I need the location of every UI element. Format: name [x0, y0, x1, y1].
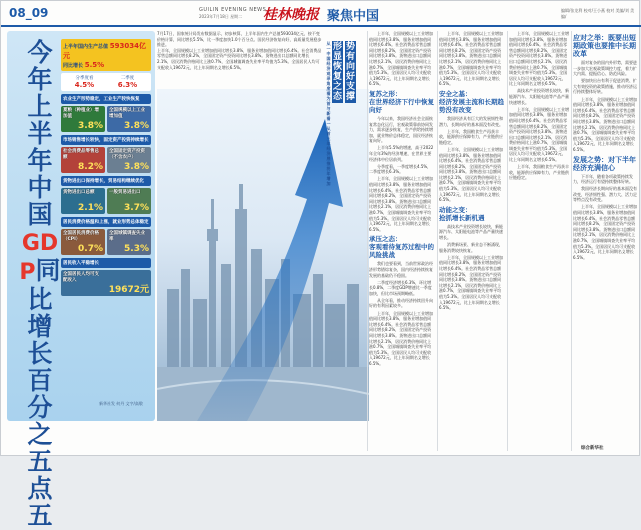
- paper-date: 2023年7月18日 星期二: [199, 14, 243, 19]
- gdp-value: 593034亿元: [63, 42, 146, 60]
- gdp-growth: 5.5%: [84, 61, 105, 69]
- article-column-1: [369, 31, 435, 449]
- column-paragraph: 上半年5.5%的增速，高于2022年全年3%的经济增速，在世界主要经济体中位居前列。: [369, 145, 434, 162]
- tile-income: [61, 270, 151, 296]
- column-paragraph: 从全年看，推动经济持续回升向好的有利因素较多。: [369, 297, 433, 309]
- infographic-cards: [61, 39, 151, 296]
- column-paragraph: 下半年，随着各项政策持续发力，经济运行有望持续整体好转。: [573, 173, 633, 185]
- column-paragraph: 上半年，全国规模以上工业增加值同比增长3.8%，服务业增加值同比增长6.4%。社会消费品零售总额同比增长8.2%，全国固定资产投资同比增长3.8%。货物进出口总额同比增长2.1%，居民消费价格同比上涨0.7%，全国城镇调查失业率平均值为5.3%。全国居民人均可支配收入19672元，比上年同期名义增长6.5%。: [573, 204, 637, 260]
- tile-retail: [61, 147, 105, 173]
- tile-value: 3.7%: [124, 203, 149, 213]
- column-paragraph: 分季度看，一季度增长4.5%，二季度增长6.3%。: [369, 163, 432, 175]
- section-subtitle: 既要出短期政策也要推中长期改革: [573, 34, 636, 58]
- section-label: 安全之基：: [439, 89, 472, 98]
- column-paragraph: 上半年，我国粮食生产再获丰收，能源供应保障有力，产业链供应链稳定。: [439, 128, 503, 145]
- stat-q1: [63, 75, 106, 89]
- band-trade: 货物进出口保持增长，贸易结构继续优化: [61, 176, 151, 186]
- section-subtitle: 抢抓增长新机遇: [439, 213, 485, 222]
- column-paragraph: 我国经济具有巨大的发展韧性和潜力，长期向好的基本面没有改变。: [439, 115, 503, 127]
- gdp-label: 上半年国内生产总值: [63, 44, 109, 50]
- column-paragraph: 二季度经济增长6.3%，环比增长0.8%，二季度GDP增速比一季度加快，但比市场预期略低。: [369, 279, 432, 296]
- tile-label: 全国居民消费价格（CPI）: [63, 231, 99, 242]
- column-paragraph: 高技术产业投资增长较快，新能源汽车、太阳能电池等产品产量快速增长。: [439, 223, 503, 241]
- headline-gdp: GDP: [19, 231, 59, 285]
- tiles-group-3: [61, 188, 151, 214]
- tile-general-trade: [107, 188, 151, 214]
- lead-filler: 上半年，全国规模以上工业增加值同比增长3.8%，服务业增加值同比增长6.4%。社会消费品零售总额同比增长8.2%，全国固定资产投资同比增长3.8%。货物进出口总额同比增长2.1%，居民消费价格同比上涨0.7%，全国城镇调查失业率平均值为5.3%。全国居民人均可支配收入19672元，比上年同期名义增长6.5%。: [157, 47, 322, 70]
- tile-trade: [61, 188, 105, 214]
- section-heading: [369, 235, 435, 259]
- column-paragraph: 要加快出台有利于促进消费、扩大有效投资的政策措施，推动经济运行持续整体好转。: [573, 78, 637, 95]
- section-label: 承压之态：: [369, 235, 402, 244]
- section-label: 应对之举：: [573, 34, 608, 42]
- section-subtitle: 对下半年经济充满信心: [573, 155, 636, 172]
- column-paragraph: 消费新场景、新业态不断涌现，服务消费较快恢复。: [439, 242, 503, 253]
- column-paragraph: 高技术产业投资增长较快，新能源汽车、太阳能电池等产品产量快速增长。: [509, 88, 569, 105]
- column-paragraph: 上半年，全国规模以上工业增加值同比增长3.8%，服务业增加值同比增长6.4%。社会消费品零售总额同比增长8.2%，全国固定资产投资同比增长3.8%。货物进出口总额同比增长2.1%，居民消费价格同比上涨0.7%，全国城镇调查失业率平均值为5.3%。全国居民人均可支配收入19672元，比上年同期名义增长6.5%。: [509, 31, 569, 87]
- paper-english-name: GUILIN EVENING NEWS: [199, 7, 267, 13]
- section-heading: [439, 90, 505, 114]
- feature-title: [325, 41, 361, 186]
- tiles-group-1: [61, 106, 151, 132]
- column-paragraph: 上半年，全国规模以上工业增加值同比增长3.8%，服务业增加值同比增长6.4%。社会消费品零售总额同比增长8.2%，全国固定资产投资同比增长3.8%。货物进出口总额同比增长2.1%，居民消费价格同比上涨0.7%，全国城镇调查失业率平均值为5.3%。全国居民人均可支配收入19672元，比上年同期名义增长6.5%。: [439, 146, 503, 203]
- tile-value: 3.8%: [124, 162, 149, 172]
- column-paragraph: 上半年，全国规模以上工业增加值同比增长3.8%，服务业增加值同比增长6.4%。社会消费品零售总额同比增长8.2%，全国固定资产投资同比增长3.8%。货物进出口总额同比增长2.1%，居民消费价格同比上涨0.7%，全国城镇调查失业率平均值为5.3%。全国居民人均可支配收入19672元，比上年同期名义增长6.5%。: [509, 106, 569, 163]
- quarter-stats: [61, 73, 151, 91]
- page-numbers: 08_09: [9, 6, 49, 20]
- feature-title-line-1: 形 显恢复之态: [332, 42, 342, 102]
- section-heading: [369, 90, 435, 114]
- lead-paragraph: [157, 31, 323, 87]
- column-rule: [437, 31, 438, 451]
- section-label: 发展之势：: [573, 155, 608, 164]
- section-title: 聚焦中国: [327, 9, 380, 24]
- column-paragraph: 上半年，全国规模以上工业增加值同比增长3.8%，服务业增加值同比增长6.4%。社会消费品零售总额同比增长8.2%，全国固定资产投资同比增长3.8%。货物进出口总额同比增长2.1%，居民消费价格同比上涨0.7%，全国城镇调查失业率平均值为5.3%。全国居民人均可支配收入19672元，比上年同期名义增长6.5%。: [369, 31, 433, 87]
- tile-value: 0.7%: [78, 244, 103, 254]
- infographic-credit: 新华社发 何丹 文字/高敬: [99, 401, 143, 406]
- column-rule: [367, 31, 368, 451]
- tiles-group-2: [61, 147, 151, 173]
- tile-value: 3.8%: [78, 121, 103, 131]
- section-label: 动能之变：: [439, 205, 472, 214]
- paper-logo: 桂林晚报: [263, 7, 319, 23]
- section-heading: [439, 206, 505, 222]
- lead-text: 7月17日，国家统计局发布数据显示，初步核算，上半年国内生产总值593034亿元，按不变价格计算，同比增长5.5%，比一季度加快1.0个百分点。国民经济恢复向好，高质量发展稳步推进。: [157, 31, 322, 48]
- stat-q2-value: 6.3%: [117, 81, 138, 89]
- column-paragraph: 我们也要看到，当前世界政治经济形势错综复杂，国内经济持续恢复发展的基础仍不稳固。: [369, 261, 433, 278]
- masthead: [1, 1, 641, 27]
- tile-label: 全国城镇调查失业率: [109, 231, 145, 242]
- tile-unemployment: [107, 229, 151, 255]
- feature-subtitle: 从一中国经济观录角度看为首与新看一从首三年经济展推拐年增加: [326, 41, 331, 186]
- column-paragraph: 上半年，全国规模以上工业增加值同比增长3.8%，服务业增加值同比增长6.4%。社会消费品零售总额同比增长8.2%，全国固定资产投资同比增长3.8%。货物进出口总额同比增长2.1%，居民消费价格同比上涨0.7%，全国城镇调查失业率平均值为5.3%。全国居民人均可支配收入19672元，比上年同期名义增长6.5%。: [573, 96, 637, 152]
- tile-summer-grain: [61, 106, 105, 132]
- column-rule: [507, 31, 508, 451]
- band-income: 居民收入平稳增长: [61, 258, 151, 268]
- column-rule: [571, 31, 572, 451]
- section-subtitle: 在世界经济下行中恢复向好: [369, 97, 434, 114]
- band-prices: 居民消费价格温和上涨，就业形势总体稳定: [61, 217, 151, 227]
- article-column-3: [509, 31, 569, 449]
- tile-label: 社会消费品零售总额: [63, 149, 99, 160]
- tile-label: 一般贸易进出口: [109, 190, 141, 195]
- tile-value: 19672元: [108, 285, 149, 295]
- column-paragraph: 我国经济长期向好的基本面没有改变，经济韧性强、潜力大、活力足等特点没有改变。: [573, 186, 637, 203]
- headline-part-2: 同比增长百分之五点五: [27, 256, 61, 530]
- section-label: 复苏之形：: [369, 89, 402, 98]
- headline-part-1: 今年上半年中国: [27, 38, 53, 229]
- gdp-growth-label: 同比增长: [63, 63, 84, 69]
- source-credit: 综合新华社: [581, 446, 604, 451]
- column-paragraph: 上半年，全国规模以上工业增加值同比增长3.8%，服务业增加值同比增长6.4%。社会消费品零售总额同比增长8.2%，全国固定资产投资同比增长3.8%。货物进出口总额同比增长2.1%，居民消费价格同比上涨0.7%，全国城镇调查失业率平均值为5.3%。全国居民人均可支配收入19672元，比上年同期名义增长6.5%。: [369, 176, 433, 232]
- section-subtitle: 客观看待复苏过程中的风险挑战: [369, 243, 434, 260]
- band-agriculture: 农业生产形势稳定，工业生产较快恢复: [61, 94, 151, 104]
- editor-credits: 编辑/张龙利 校对/王小燕 校对 美编/刘 美编/: [561, 8, 635, 19]
- section-heading: [573, 34, 637, 58]
- stat-q2: [106, 75, 149, 89]
- stat-q1-value: 4.5%: [74, 81, 95, 89]
- tile-label: 夏粮（种植业）增加值: [63, 108, 99, 119]
- tile-label: 货物进出口总额: [63, 190, 95, 195]
- column-paragraph: 上半年，我国粮食生产再获丰收，能源供应保障有力，产业链供应链稳定。: [509, 164, 569, 181]
- section-subtitle: 经济发展主流和长期趋势没有改变: [439, 97, 504, 114]
- column-paragraph: 面对复杂的国内外形势，需要进一步加大宏观政策调控力度，着力扩大内需、提振信心、防范风险。: [573, 60, 637, 77]
- gdp-card: [61, 39, 151, 71]
- tile-value: 8.2%: [78, 162, 103, 172]
- column-paragraph: 今年以来，我国经济社会全面恢复常态化运行，宏观政策靠前协同发力，需求逐步恢复，生产供给持续增加，就业物价总体稳定，国民经济恢复向好。: [369, 115, 433, 144]
- tile-label: 全国固定资产投资（不含农户）: [109, 149, 145, 160]
- tile-industry: [107, 106, 151, 132]
- column-paragraph: 上半年，全国规模以上工业增加值同比增长3.8%，服务业增加值同比增长6.4%。社会消费品零售总额同比增长8.2%，全国固定资产投资同比增长3.8%。货物进出口总额同比增长2.1%，居民消费价格同比上涨0.7%，全国城镇调查失业率平均值为5.3%。全国居民人均可支配收入19672元，比上年同期名义增长6.5%。: [369, 310, 433, 366]
- infographic-headline: [19, 39, 61, 529]
- tile-label: 全国居民人均可支配收入: [63, 272, 99, 283]
- stat-q1-label: 分季度看: [75, 76, 94, 81]
- article-column-2: [439, 31, 505, 449]
- tile-value: 2.1%: [78, 203, 103, 213]
- tile-cpi: [61, 229, 105, 255]
- section-heading: [573, 156, 637, 172]
- column-paragraph: 上半年，全国规模以上工业增加值同比增长3.8%，服务业增加值同比增长6.4%。社会消费品零售总额同比增长8.2%，全国固定资产投资同比增长3.8%。货物进出口总额同比增长2.1%，居民消费价格同比上涨0.7%，全国城镇调查失业率平均值为5.3%。全国居民人均可支配收入19672元，比上年同期名义增长6.5%。: [439, 254, 503, 311]
- band-market: 市场销售增长较快，固定资产投资持续增长: [61, 135, 151, 145]
- tiles-group-5: [61, 270, 151, 296]
- tile-label: 全国规模以上工业增加值: [109, 108, 145, 119]
- column-paragraph: 上半年，全国规模以上工业增加值同比增长3.8%，服务业增加值同比增长6.4%。社会消费品零售总额同比增长8.2%，全国固定资产投资同比增长3.8%。货物进出口总额同比增长2.1%，居民消费价格同比上涨0.7%，全国城镇调查失业率平均值为5.3%。全国居民人均可支配收入19672元，比上年同期名义增长6.5%。: [439, 31, 503, 87]
- stat-q2-label: 二季度: [120, 76, 135, 81]
- article-column-4: [573, 31, 637, 441]
- feature-title-line-2: 势 有向好支撑: [345, 42, 355, 102]
- tiles-group-4: [61, 229, 151, 255]
- tile-value: 3.8%: [124, 121, 149, 131]
- tile-investment: [107, 147, 151, 173]
- tile-value: 5.3%: [124, 244, 149, 254]
